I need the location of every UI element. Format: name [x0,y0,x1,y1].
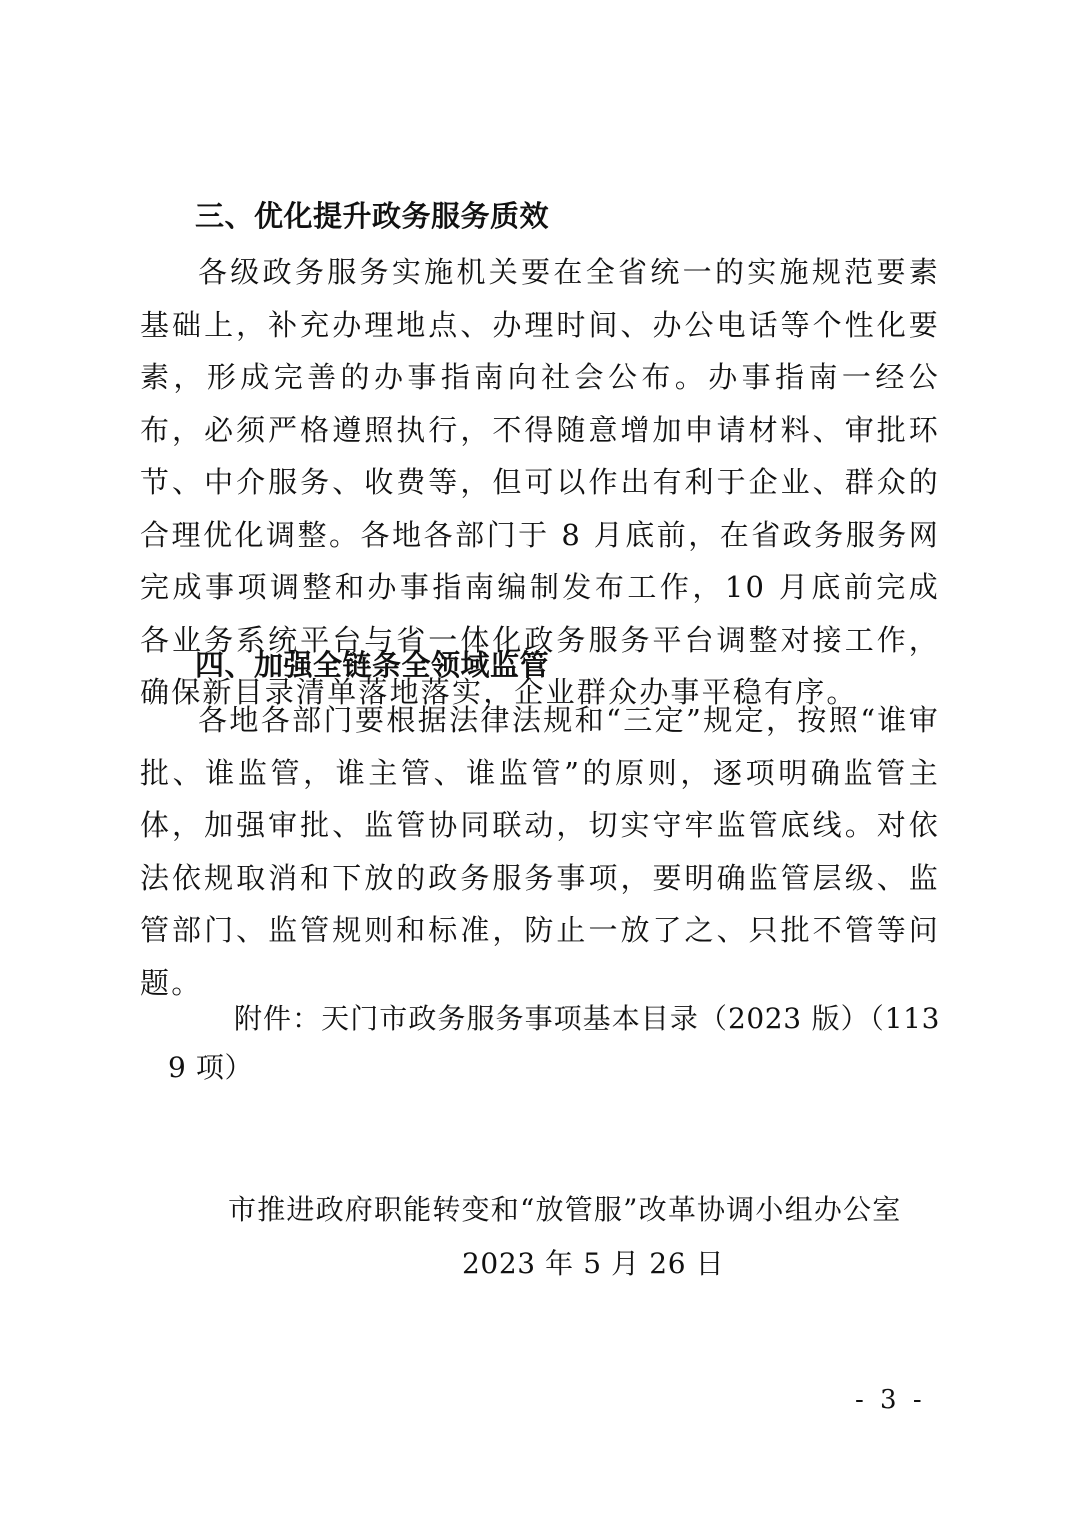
section-body-3: 各级政务服务实施机关要在全省统一的实施规范要素基础上，补充办理地点、办理时间、办公电话等个性化要素，形成完善的办事指南向社会公布。办事指南一经公布，必须严格遵照执行，不得随意增加申请材料、审批环节、中介服务、收费等，但可以作出有利于企业、群众的合理优化调整。各地各部门于 8 月底前，在省政务服务网完成事项调整和办事指南编制发布工作，10 月底前完成各业务系统平台与省一体化政务服务平台调整对接工作，确保新目录清单落地落实，企业群众办事平稳有序。 [140,255,940,709]
signing-organization: 市推进政府职能转变和“放管服”改革协调小组办公室 [228,1193,902,1226]
signing-date: 2023 年 5 月 26 日 [462,1247,725,1280]
section-heading-3: 三、优化提升政务服务质效 [195,199,550,233]
section-body-4: 各地各部门要根据法律法规和“三定”规定，按照“谁审批、谁监管，谁主管、谁监管”的原则，逐项明确监管主体，加强审批、监管协同联动，切实守牢监管底线。对依法依规取消和下放的政务服务事项，要明确监管层级、监管部门、监管规则和标准，防止一放了之、只批不管等问题。 [140,703,940,1000]
page-number: - 3 - [855,1385,926,1415]
section-heading-4: 四、加强全链条全领域监管 [195,648,550,682]
attachment-note: 附件：天门市政务服务事项基本目录（2023 版）（1139 项） [168,1002,940,1084]
